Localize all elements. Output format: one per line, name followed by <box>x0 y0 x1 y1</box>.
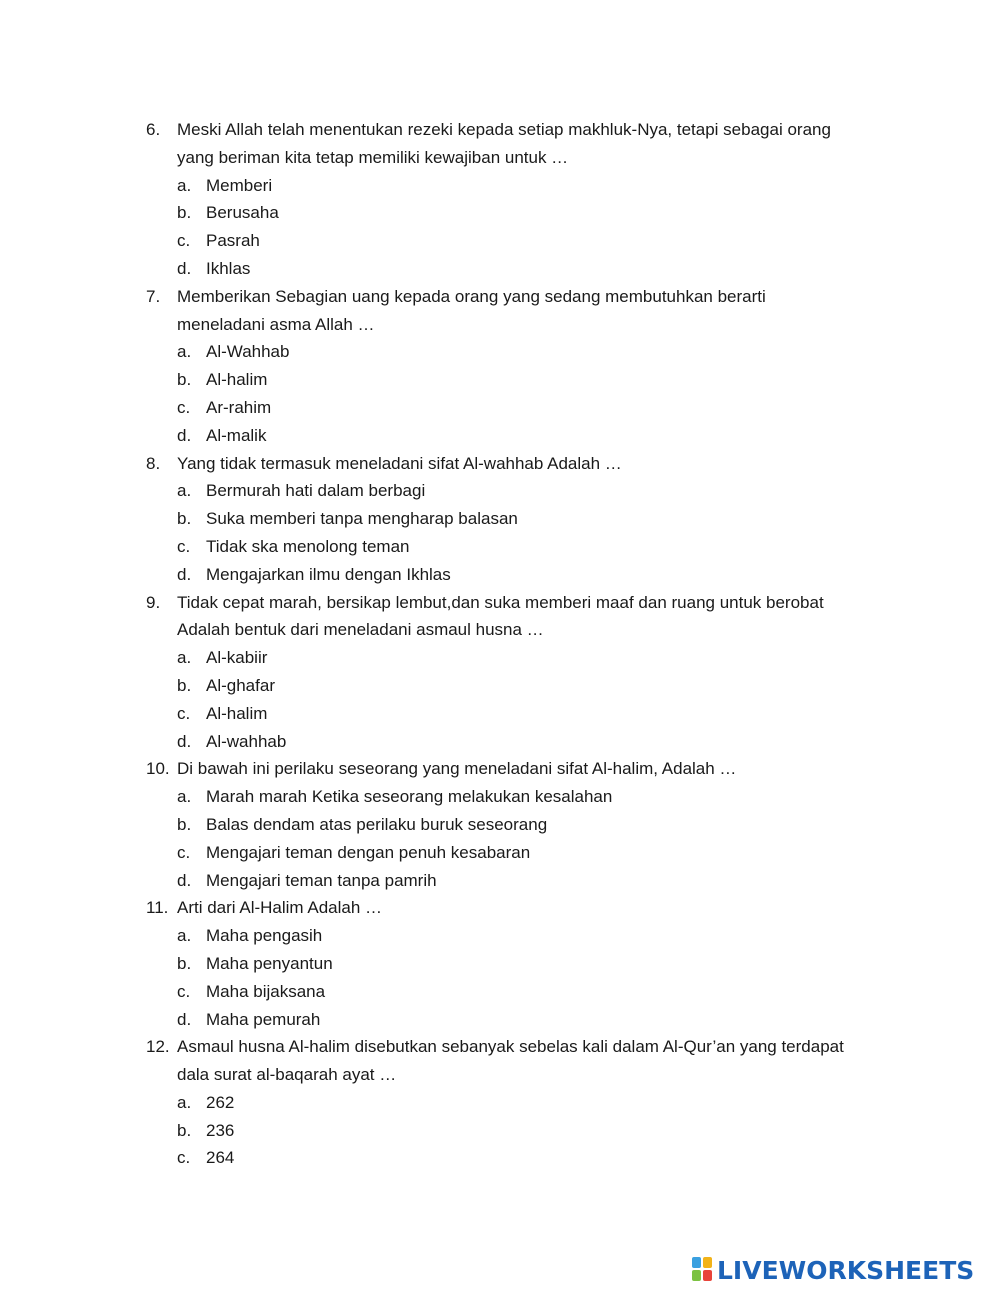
option-text: Balas dendam atas perilaku buruk seseorang <box>206 814 548 834</box>
option-letter: d. <box>177 1009 192 1029</box>
answer-option[interactable] <box>0 1144 1000 1172</box>
option-letter: b. <box>177 675 192 695</box>
question-number: 12. <box>146 1037 170 1057</box>
answer-option[interactable] <box>0 505 1000 533</box>
question-number: 11. <box>146 898 169 918</box>
answer-option[interactable] <box>0 644 1000 672</box>
option-letter: c. <box>177 842 191 862</box>
option-text: Mengajari teman tanpa pamrih <box>206 870 437 890</box>
question-number: 10. <box>146 759 170 779</box>
option-text: Al-halim <box>206 703 268 723</box>
logo-mark-icon <box>692 1257 714 1283</box>
worksheet-page <box>0 116 1000 1172</box>
question-line <box>0 116 1000 144</box>
option-letter: b. <box>177 953 192 973</box>
option-letter: d. <box>177 564 192 584</box>
question-line <box>0 589 1000 617</box>
option-text: Al-kabiir <box>206 648 268 668</box>
question-item <box>0 755 1000 894</box>
option-letter: a. <box>177 481 192 501</box>
logo-mark-tile <box>703 1257 712 1268</box>
question-number: 9. <box>146 592 161 612</box>
logo-mark-tile <box>692 1270 701 1281</box>
option-letter: c. <box>177 703 191 723</box>
question-item <box>0 894 1000 1033</box>
option-letter: d. <box>177 258 192 278</box>
answer-option[interactable] <box>0 950 1000 978</box>
option-letter: b. <box>177 1120 192 1140</box>
option-letter: d. <box>177 870 192 890</box>
question-list <box>0 116 1000 1172</box>
question-text: Asmaul husna Al-halim disebutkan sebanyak sebelas kali dalam Al-Qur’an yang terdapat <box>177 1037 844 1057</box>
question-line <box>0 894 1000 922</box>
question-text: dala surat al-baqarah ayat … <box>177 1065 397 1085</box>
liveworksheets-logo[interactable] <box>692 1255 974 1285</box>
option-letter: a. <box>177 342 192 362</box>
option-text: Suka memberi tanpa mengharap balasan <box>206 509 518 529</box>
option-text: Memberi <box>206 175 273 195</box>
answer-option[interactable] <box>0 1117 1000 1145</box>
question-text: meneladani asma Allah … <box>177 314 375 334</box>
option-letter: d. <box>177 425 192 445</box>
option-text: Al-Wahhab <box>206 342 290 362</box>
option-text: 262 <box>206 1092 235 1112</box>
option-letter: a. <box>177 1092 192 1112</box>
question-text: Tidak cepat marah, bersikap lembut,dan suka memberi maaf dan ruang untuk berobat <box>177 592 824 612</box>
option-letter: a. <box>177 648 192 668</box>
option-letter: b. <box>177 370 192 390</box>
question-item <box>0 450 1000 589</box>
option-letter: a. <box>177 926 192 946</box>
option-text: Marah marah Ketika seseorang melakukan kesalahan <box>206 787 613 807</box>
answer-option[interactable] <box>0 422 1000 450</box>
answer-option[interactable] <box>0 394 1000 422</box>
option-letter: c. <box>177 536 191 556</box>
question-line <box>0 283 1000 311</box>
option-text: Maha bijaksana <box>206 981 326 1001</box>
option-text: 236 <box>206 1120 235 1140</box>
option-text: Maha pemurah <box>206 1009 321 1029</box>
question-line <box>0 755 1000 783</box>
option-text: Al-malik <box>206 425 267 445</box>
question-text: Di bawah ini perilaku seseorang yang meneladani sifat Al-halim, Adalah … <box>177 759 737 779</box>
answer-option[interactable] <box>0 867 1000 895</box>
option-letter: c. <box>177 231 191 251</box>
answer-option[interactable] <box>0 366 1000 394</box>
question-line <box>0 1033 1000 1061</box>
question-item <box>0 283 1000 450</box>
answer-option[interactable] <box>0 783 1000 811</box>
answer-option[interactable] <box>0 839 1000 867</box>
question-text: Meski Allah telah menentukan rezeki kepada setiap makhluk-Nya, tetapi sebagai orang <box>177 120 831 139</box>
option-letter: b. <box>177 509 192 529</box>
question-item <box>0 1033 1000 1172</box>
option-text: Mengajari teman dengan penuh kesabaran <box>206 842 531 862</box>
answer-option[interactable] <box>0 672 1000 700</box>
option-text: Mengajarkan ilmu dengan Ikhlas <box>206 564 451 584</box>
option-letter: b. <box>177 203 192 223</box>
option-letter: c. <box>177 397 191 417</box>
question-text: Arti dari Al-Halim Adalah … <box>177 898 383 918</box>
question-number: 6. <box>146 120 161 139</box>
question-number: 7. <box>146 286 161 306</box>
answer-option[interactable] <box>0 1006 1000 1034</box>
option-letter: d. <box>177 731 192 751</box>
question-text: Yang tidak termasuk meneladani sifat Al-wahhab Adalah … <box>177 453 622 473</box>
answer-option[interactable] <box>0 922 1000 950</box>
option-letter: a. <box>177 787 192 807</box>
option-text: Maha penyantun <box>206 953 333 973</box>
question-text: Adalah bentuk dari meneladani asmaul husna … <box>177 620 544 640</box>
question-line <box>0 1061 1000 1089</box>
question-number: 8. <box>146 453 161 473</box>
answer-option[interactable] <box>0 978 1000 1006</box>
question-text: yang beriman kita tetap memiliki kewajiban untuk … <box>177 147 569 167</box>
option-text: Ikhlas <box>206 258 251 278</box>
answer-option[interactable] <box>0 477 1000 505</box>
question-line <box>0 311 1000 339</box>
option-text: Al-wahhab <box>206 731 287 751</box>
option-text: Al-ghafar <box>206 675 275 695</box>
answer-option[interactable] <box>0 199 1000 227</box>
answer-option[interactable] <box>0 227 1000 255</box>
answer-option[interactable] <box>0 533 1000 561</box>
answer-option[interactable] <box>0 561 1000 589</box>
option-text: Berusaha <box>206 203 279 223</box>
logo-mark-tile <box>703 1270 712 1281</box>
option-letter: c. <box>177 1148 191 1168</box>
question-line <box>0 450 1000 478</box>
option-text: Bermurah hati dalam berbagi <box>206 481 426 501</box>
answer-option[interactable] <box>0 172 1000 200</box>
logo-text: LIVEWORKSHEETS <box>717 1255 975 1285</box>
option-letter: b. <box>177 814 192 834</box>
option-text: Pasrah <box>206 231 260 251</box>
option-text: Al-halim <box>206 370 268 390</box>
option-letter: c. <box>177 981 191 1001</box>
answer-option[interactable] <box>0 1089 1000 1117</box>
question-text: Memberikan Sebagian uang kepada orang yang sedang membutuhkan berarti <box>177 286 766 306</box>
option-text: Maha pengasih <box>206 926 323 946</box>
answer-option[interactable] <box>0 728 1000 756</box>
logo-mark-tile <box>692 1257 701 1268</box>
option-text: Ar-rahim <box>206 397 272 417</box>
question-line <box>0 616 1000 644</box>
question-line <box>0 144 1000 172</box>
answer-option[interactable] <box>0 255 1000 283</box>
question-item <box>0 589 1000 756</box>
option-text: 264 <box>206 1148 235 1168</box>
option-text: Tidak ska menolong teman <box>206 536 410 556</box>
option-letter: a. <box>177 175 192 195</box>
answer-option[interactable] <box>0 338 1000 366</box>
question-item <box>0 116 1000 283</box>
answer-option[interactable] <box>0 811 1000 839</box>
answer-option[interactable] <box>0 700 1000 728</box>
